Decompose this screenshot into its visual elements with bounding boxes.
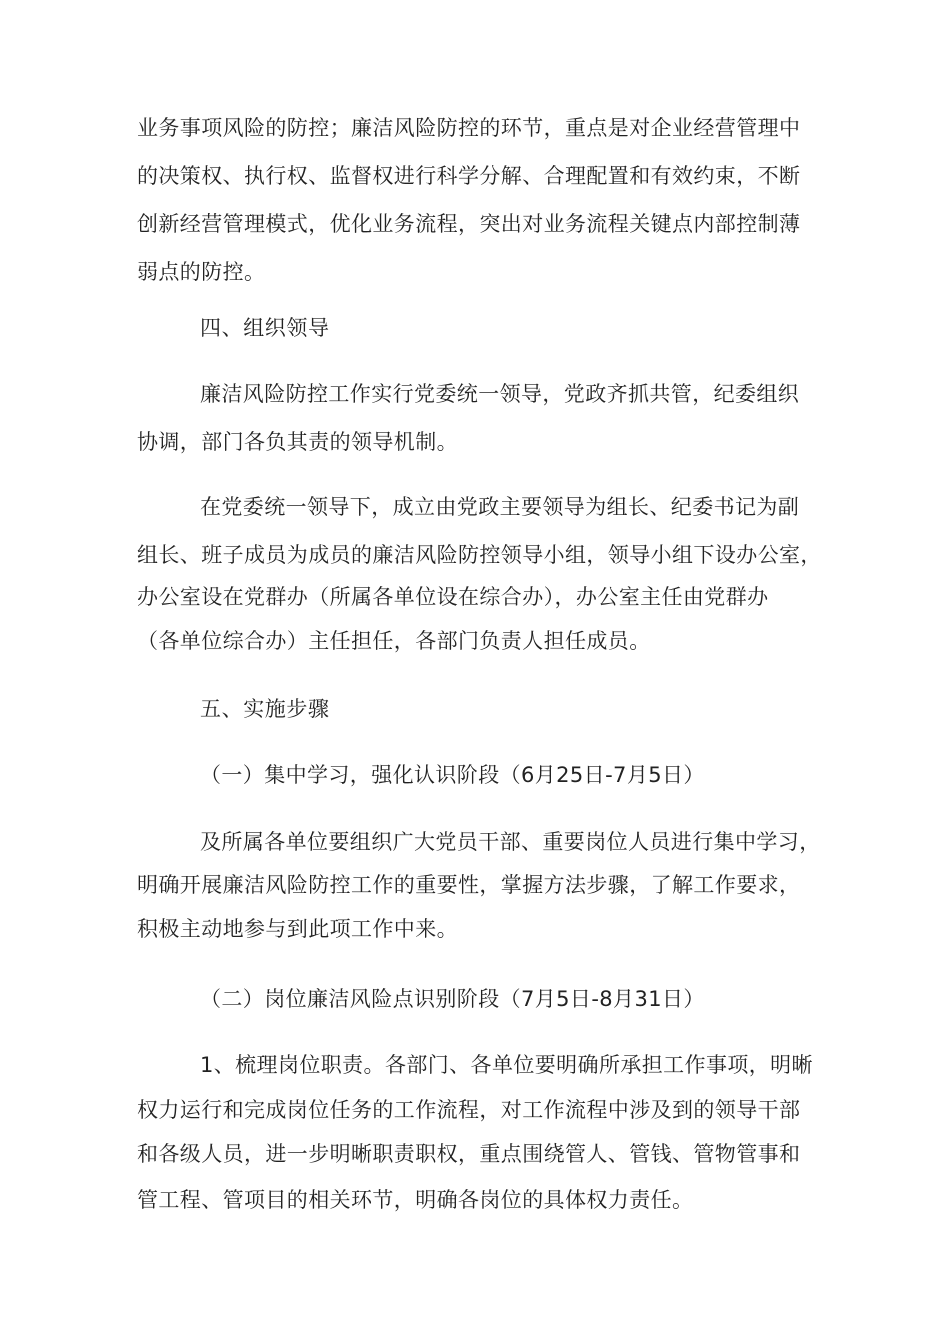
paragraph-4-line-1: 及所属各单位要组织广大党员干部、重要岗位人员进行集中学习，: [200, 830, 821, 854]
paragraph-5-line-2: 权力运行和完成岗位任务的工作流程，对工作流程中涉及到的领导干部: [137, 1098, 801, 1122]
paragraph-3-line-1: 在党委统一领导下，成立由党政主要领导为组长、纪委书记为副: [200, 495, 800, 519]
paragraph-5-line-3: 和各级人员，进一步明晰职责职权，重点围绕管人、管钱、管物管事和: [137, 1142, 801, 1166]
paragraph-4-line-3: 积极主动地参与到此项工作中来。: [137, 917, 458, 941]
paragraph-2-line-1: 廉洁风险防控工作实行党委统一领导，党政齐抓共管，纪委组织: [200, 382, 800, 406]
paragraph-4-line-2: 明确开展廉洁风险防控工作的重要性，掌握方法步骤，了解工作要求，: [137, 873, 801, 897]
paragraph-2-line-2: 协调，部门各负其责的领导机制。: [137, 430, 458, 454]
paragraph-5-line-1: 1、梳理岗位职责。各部门、各单位要明确所承担工作事项，明晰: [200, 1053, 813, 1077]
paragraph-1-line-4: 弱点的防控。: [137, 260, 266, 284]
paragraph-3-line-2: 组长、班子成员为成员的廉洁风险防控领导小组，领导小组下设办公室，: [137, 543, 822, 567]
section-heading-implementation: 五、实施步骤: [200, 697, 330, 721]
paragraph-3-line-3: 办公室设在党群办（所属各单位设在综合办），办公室主任由党群办: [137, 585, 769, 609]
paragraph-1-line-2: 的决策权、执行权、监督权进行科学分解、合理配置和有效约束，不断: [137, 164, 801, 188]
paragraph-3-line-4: （各单位综合办）主任担任，各部门负责人担任成员。: [137, 629, 651, 653]
paragraph-1-line-1: 业务事项风险的防控；廉洁风险防控的环节，重点是对企业经营管理中: [137, 116, 801, 140]
paragraph-5-line-4: 管工程、管项目的相关环节，明确各岗位的具体权力责任。: [137, 1188, 694, 1212]
subheading-stage-1: （一）集中学习，强化认识阶段（6月25日-7月5日）: [200, 763, 705, 787]
subheading-stage-2: （二）岗位廉洁风险点识别阶段（7月5日-8月31日）: [200, 987, 705, 1011]
section-heading-organization: 四、组织领导: [200, 316, 330, 340]
paragraph-1-line-3: 创新经营管理模式，优化业务流程，突出对业务流程关键点内部控制薄: [137, 212, 801, 236]
